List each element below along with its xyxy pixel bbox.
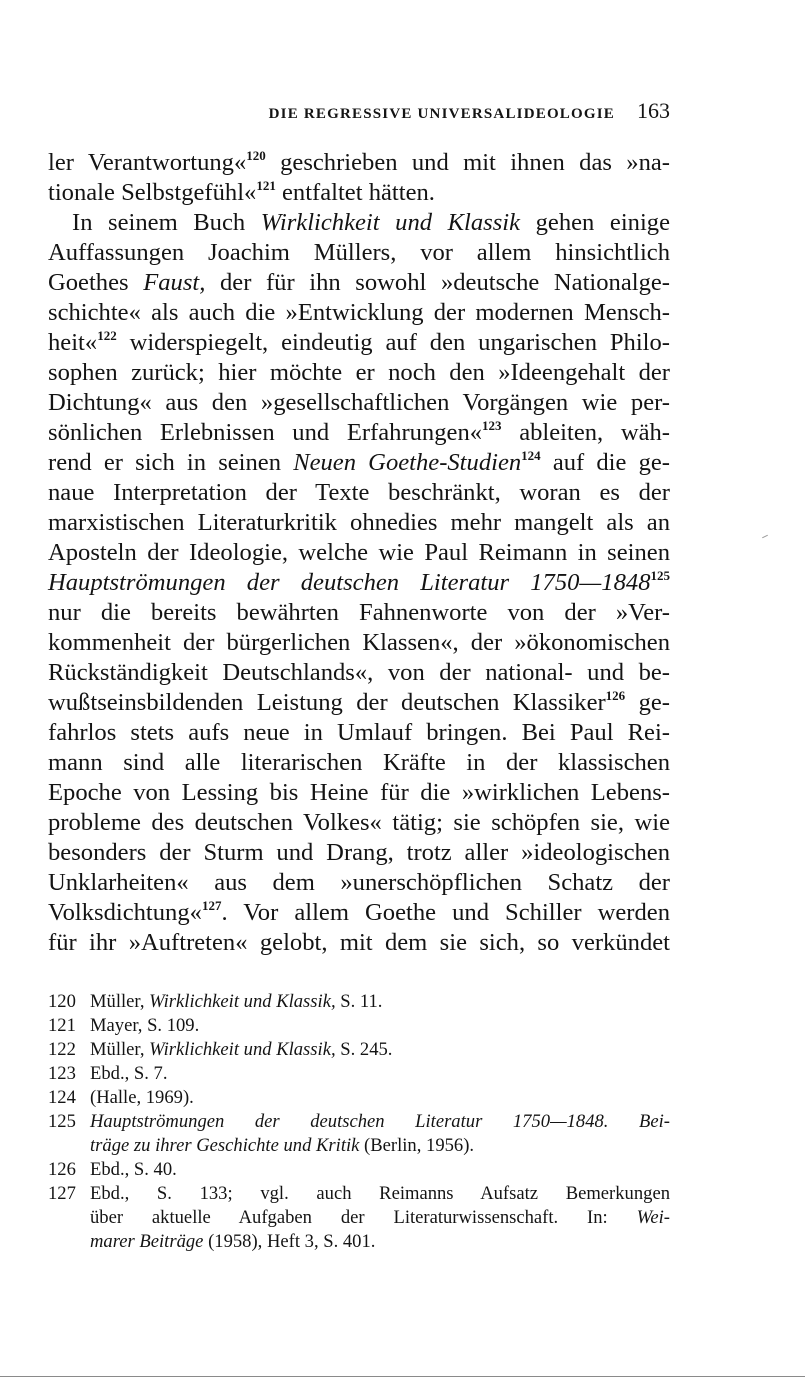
text-line: tionale Selbstgefühl«$^{121}$ entfaltet hätten. (48, 178, 435, 206)
text-line: naue Interpretation der Texte beschränkt, woran es der (48, 479, 670, 506)
footnote-124: 124 (Halle, 1969). (48, 1087, 194, 1108)
text-line: wußtseinsbildenden Leistung der deutschen Klassiker$^{126}$ ge- (48, 688, 670, 716)
footnote-121: 121 Mayer, S. 109. (48, 1015, 200, 1036)
footnote-ref[interactable]: 126 (605, 688, 626, 703)
text-line: Dichtung« aus den »gesellschaftlichen Vorgängen wie per- (48, 389, 670, 416)
text-line: Hauptströmungen der deutschen Literatur 1750—1848$^{125}$ (48, 568, 670, 596)
running-title: DIE REGRESSIVE UNIVERSALIDEOLOGIE (268, 106, 615, 122)
text-line: Epoche von Lessing bis Heine für die »wirklichen Lebens- (48, 779, 670, 806)
text-line: für ihr »Auftreten« gelobt, mit dem sie sich, so verkündet (48, 929, 670, 956)
text-line: ler Verantwortung«$^{120}$ geschrieben und mit ihnen das »na- (48, 148, 670, 176)
footnotes (48, 990, 670, 1254)
text-line: probleme des deutschen Volkes« tätig; sie schöpfen sie, wie (48, 809, 670, 836)
text-line: heit«$^{122}$ widerspiegelt, eindeutig auf den ungarischen Philo- (48, 328, 670, 356)
footnote-120: 120 Müller, Wirklichkeit und Klassik, S. 11. (48, 991, 383, 1012)
text-line: rend er sich in seinen Neuen Goethe-Studien$^{124}$ auf die ge- (48, 448, 670, 476)
footnote-number: 122 (48, 1039, 76, 1060)
footnote-126: 126 Ebd., S. 40. (48, 1159, 177, 1180)
footnote-123: 123 Ebd., S. 7. (48, 1063, 168, 1084)
text-line: nur die bereits bewährten Fahnenworte von der »Ver- (48, 599, 670, 626)
footnote-ref[interactable]: 123 (482, 418, 502, 433)
footnote-ref[interactable]: 124 (521, 448, 541, 463)
footnote-127: 127 Ebd., S. 133; vgl. auch Reimanns Aufsatz Bemerkungen über aktuelle Aufgaben der Literaturwissenschaft. In: Wei- marer Beiträge (1958), Heft 3, S. 401. (48, 1183, 670, 1252)
footnote-number: 120 (48, 991, 76, 1012)
paragraph-first-line: In seinem Buch Wirklichkeit und Klassik gehen einige (72, 209, 670, 236)
footnote-number: 121 (48, 1015, 76, 1036)
footnote-number: 127 (48, 1183, 76, 1204)
footnote-number: 126 (48, 1159, 76, 1180)
footnote-ref[interactable]: 121 (256, 178, 276, 193)
text-line: schichte« als auch die »Entwicklung der modernen Mensch- (48, 299, 670, 326)
text-line: Volksdichtung«$^{127}$. Vor allem Goethe und Schiller werden (48, 898, 670, 926)
footnote-number: 125 (48, 1111, 76, 1132)
footnote-ref[interactable]: 122 (97, 328, 117, 343)
footnote-ref[interactable]: 125 (650, 568, 670, 583)
text-line: Auffassungen Joachim Müllers, vor allem hinsichtlich (48, 239, 670, 266)
text-line: Goethes Faust, der für ihn sowohl »deutsche Nationalge- (48, 269, 670, 296)
text-line: besonders der Sturm und Drang, trotz aller »ideologischen (48, 839, 670, 866)
footnote-122: 122 Müller, Wirklichkeit und Klassik, S. 245. (48, 1039, 393, 1060)
running-head (48, 98, 670, 124)
scan-speck (762, 535, 768, 538)
text-line: marxistischen Literaturkritik ohnedies mehr mangelt als an (48, 509, 670, 536)
text-line: kommenheit der bürgerlichen Klassen«, der »ökonomischen (48, 629, 670, 656)
body-text (48, 148, 670, 958)
footnote-number: 124 (48, 1087, 76, 1108)
footnote-ref[interactable]: 127 (201, 898, 222, 913)
text-line: mann sind alle literarischen Kräfte in der klassischen (48, 749, 670, 776)
text-line: Rückständigkeit Deutschlands«, von der national- und be- (48, 659, 670, 686)
footnote-125: 125 Hauptströmungen der deutschen Literatur 1750—1848. Bei- träge zu ihrer Geschichte und Kritik (Berlin, 1956). (48, 1111, 670, 1156)
footnote-ref[interactable]: 120 (246, 148, 266, 163)
text-line: sönlichen Erlebnissen und Erfahrungen«$^{123}$ ableiten, wäh- (48, 418, 670, 446)
text-line: Unklarheiten« aus dem »unerschöpflichen Schatz der (48, 869, 670, 896)
text-line: Aposteln der Ideologie, welche wie Paul Reimann in seinen (48, 539, 670, 566)
footnote-number: 123 (48, 1063, 76, 1084)
text-line: sophen zurück; hier möchte er noch den »Ideengehalt der (48, 359, 670, 386)
text-line: fahrlos stets aufs neue in Umlauf bringen. Bei Paul Rei- (48, 719, 670, 746)
page-number: 163 (637, 98, 670, 123)
page-bottom-edge (0, 1376, 805, 1377)
